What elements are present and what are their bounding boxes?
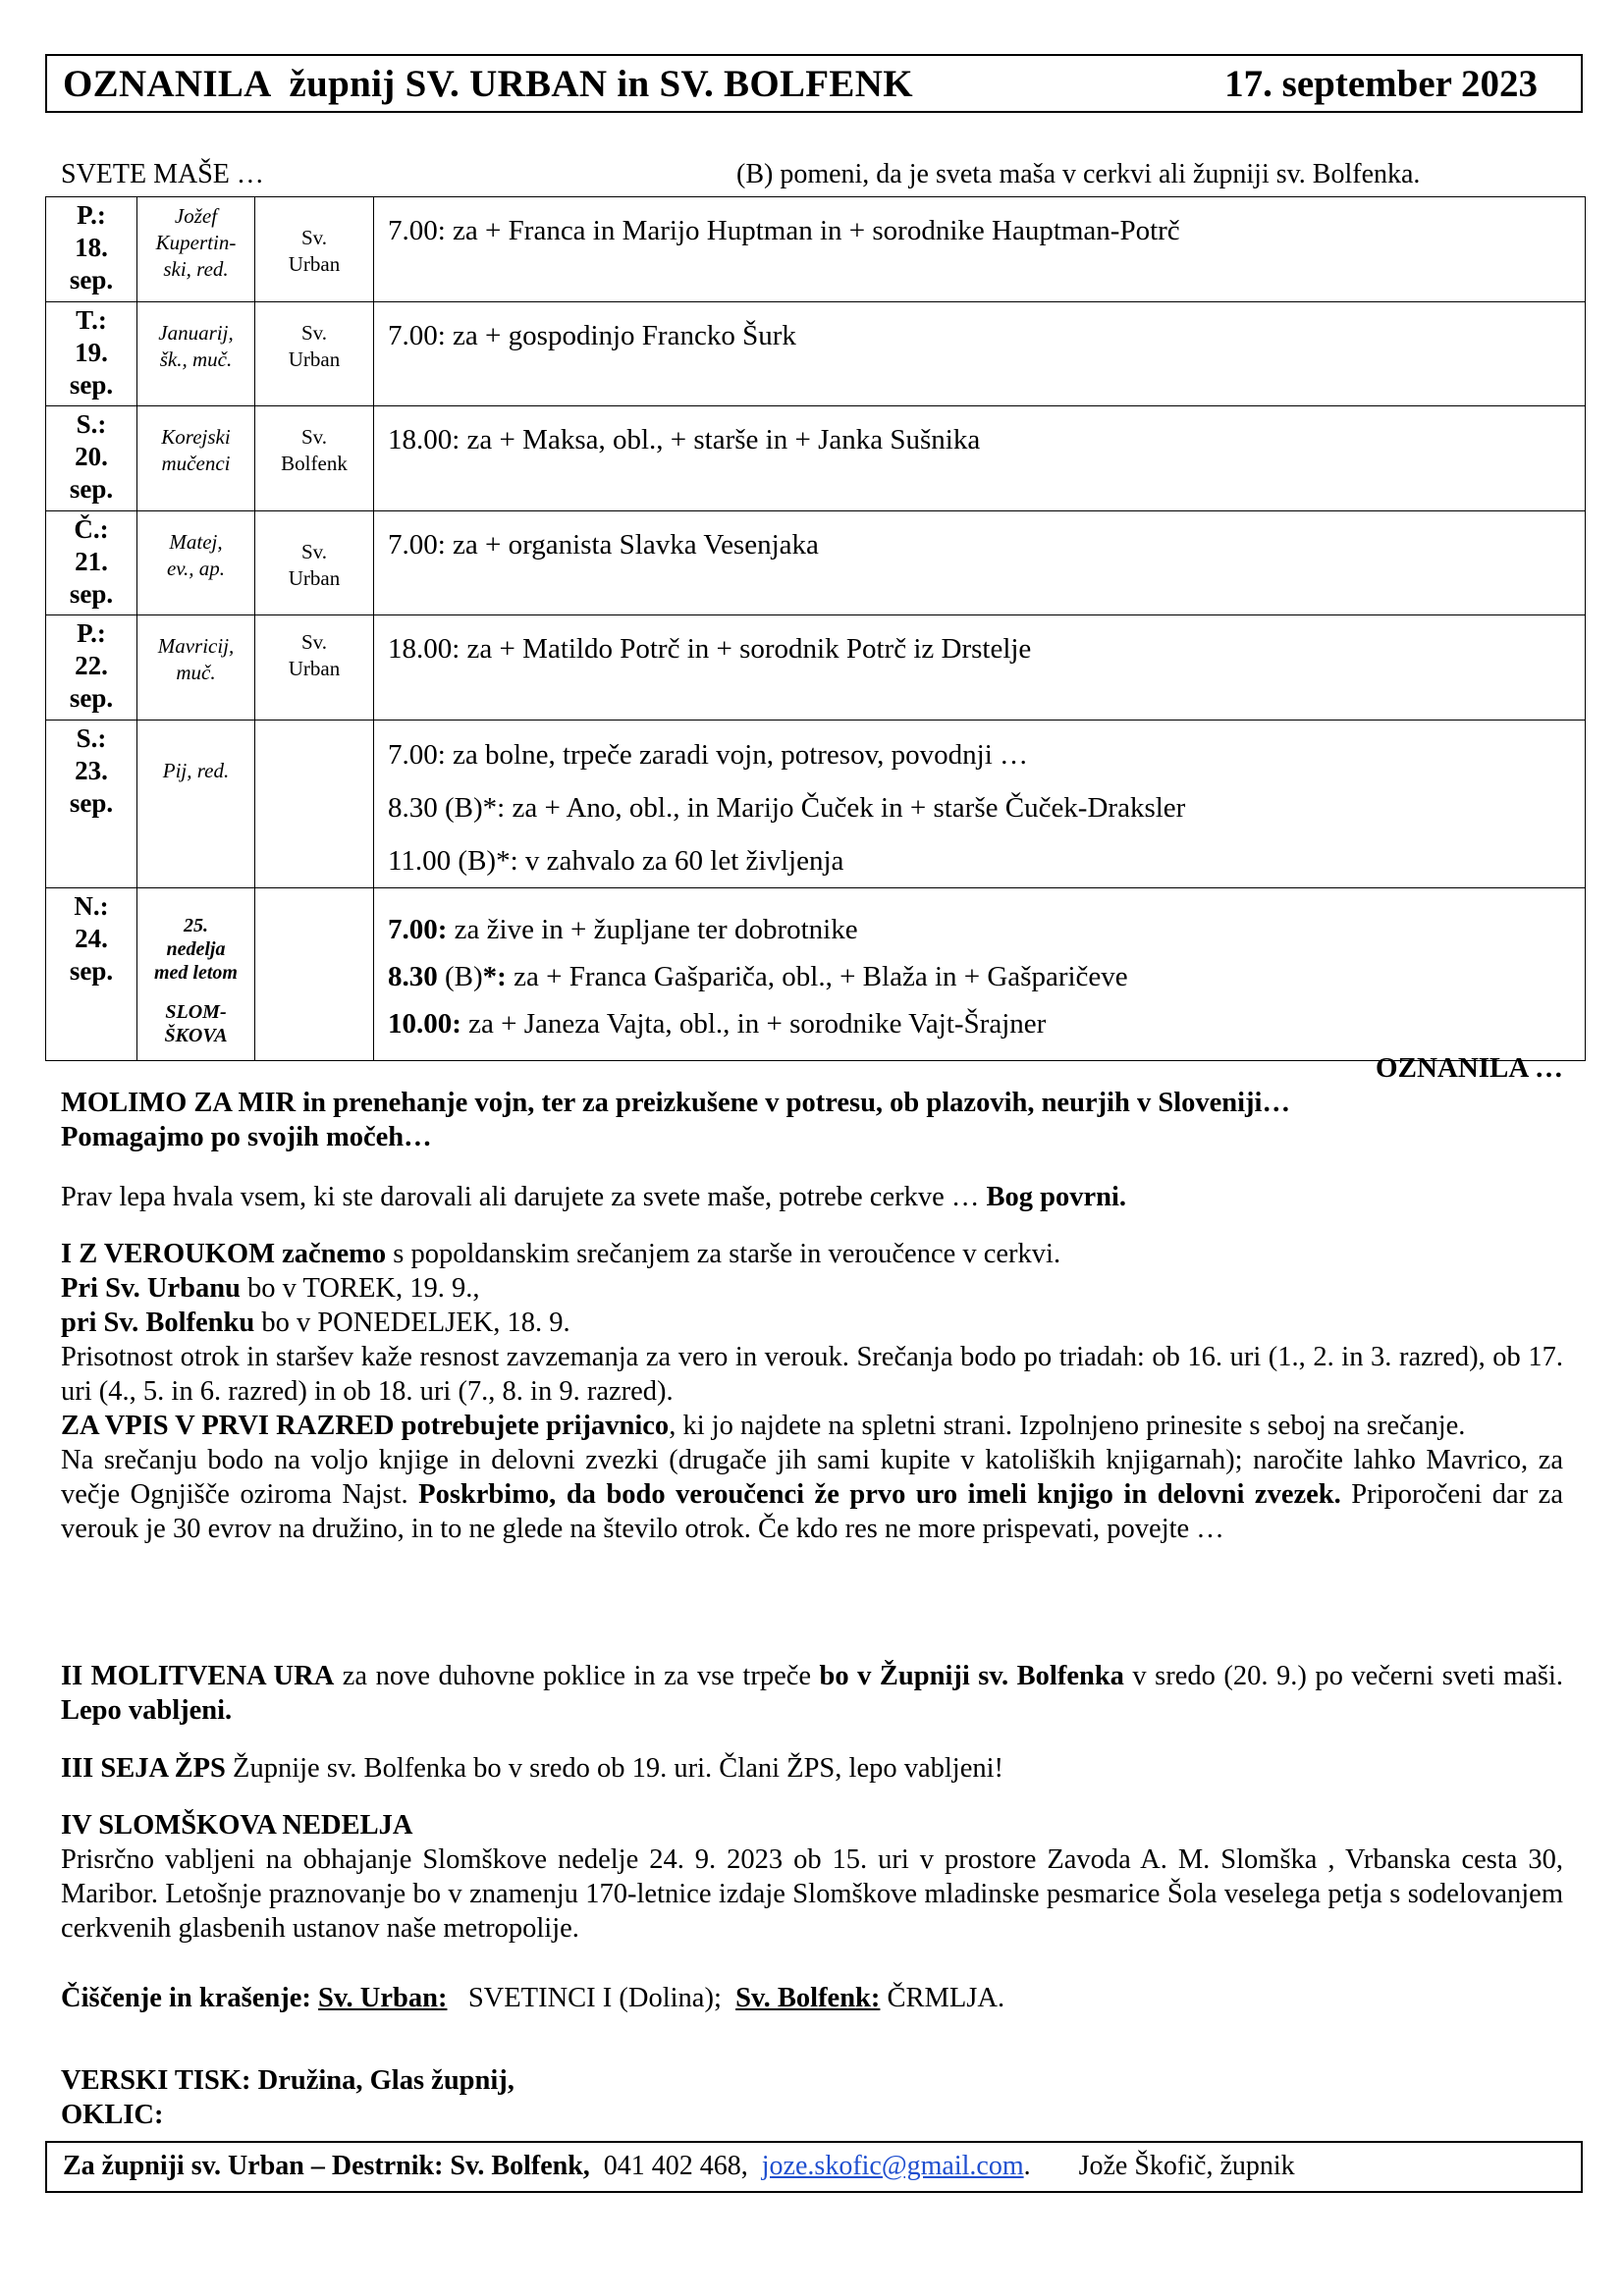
footer-box: [45, 2141, 1583, 2193]
mass-time: 7.00:: [388, 914, 448, 945]
mass-time: 10.00:: [388, 1008, 461, 1040]
table-row: [46, 721, 1586, 888]
slomsek-sunday-text: Prisrčno vabljeni na obhajanje Slomškove nedelje 24. 9. 2023 ob 15. uri v prostore Zavoda A. M. Slomška , Vrbanska cesta 30, Maribor. Letošnje praznovanje bo v znamenju 170-letnice izdaje Slomškove mladinske pesmarice Šola veselega petja s sodelovanjem cerkvenih glasbenih ustanov naše metropolije.: [61, 1844, 1563, 1944]
verouk-enrollment-bold: ZA VPIS V PRVI RAZRED potrebujete prijavnico: [61, 1411, 670, 1441]
footer-email-link[interactable]: joze.skofic@gmail.com: [761, 2151, 1024, 2181]
intention-cell: [374, 302, 1586, 406]
saint-line: 25.: [184, 915, 208, 936]
mass-intention-text: za + Franca Gašpariča, obl., + Blaža in + Gašparičeve: [506, 961, 1128, 992]
church-line: Urban: [288, 347, 341, 371]
verouk-enrollment-text: , ki jo najdete na spletni strani. Izpolnjeno prinesite s seboj na srečanje.: [669, 1411, 1466, 1441]
table-row: [46, 615, 1586, 721]
banns-label: OKLIC:: [61, 2100, 164, 2130]
intention-cell: [374, 721, 1586, 888]
council-meeting-heading: III SEJA ŽPS: [61, 1753, 226, 1784]
church-line: Sv.: [300, 540, 328, 563]
table-row: [46, 197, 1586, 302]
saint-line: muč.: [176, 661, 216, 684]
page-title: OZNANILA župnij SV. URBAN in SV. BOLFENK: [63, 63, 913, 105]
verouk-books-bold: Poskrbimo, da bodo veroučenci že prvo uro imeli knjigo in delovni zvezek.: [418, 1479, 1341, 1510]
verouk-section: [61, 1237, 1563, 1546]
day-abbr: T.:: [76, 305, 107, 335]
header-box: [45, 54, 1583, 113]
saint-line: Januarij,: [158, 321, 234, 345]
prayer-hour-heading: II MOLITVENA URA: [61, 1661, 335, 1691]
day-month: sep.: [69, 956, 114, 986]
day-abbr: P.:: [77, 618, 106, 648]
verouk-books-text-2: Priporočeni dar za verouk je 30 evrov na družino, in to ne glede na število otrok. Če kdo res ne more prispevati, povejte …: [61, 1479, 1563, 1544]
church-line: Sv.: [300, 425, 328, 449]
mass-time: 8.30: [388, 961, 438, 992]
mass-intention: 18.00: za + Matildo Potrč in + sorodnik Potrč iz Drstelje: [388, 633, 1032, 665]
day-month: sep.: [69, 474, 114, 504]
verouk-bolfenk-label: pri Sv. Bolfenku: [61, 1308, 255, 1338]
mass-location-mark: (B): [437, 961, 483, 992]
oznanila-heading: OZNANILA …: [1376, 1052, 1563, 1084]
footer-signature: . Jože Škofič, župnik: [1023, 2151, 1295, 2181]
cleaning-urban-value: SVETINCI I (Dolina);: [447, 1983, 736, 2013]
day-month: sep.: [69, 370, 114, 400]
day-number: 23.: [75, 756, 108, 785]
mass-intention: [374, 1000, 1585, 1047]
day-month: sep.: [69, 683, 114, 713]
saint-cell: [137, 615, 255, 721]
intention-cell: [374, 197, 1586, 302]
church-cell: [255, 615, 374, 721]
church-cell: [255, 197, 374, 302]
church-line: Sv.: [300, 630, 328, 654]
saint-line: Korejski: [161, 425, 231, 449]
thanks-text: Prav lepa hvala vsem, ki ste darovali ali darujete za svete maše, potrebe cerkve …: [61, 1182, 987, 1212]
peace-line: Pomagajmo po svojih močeh…: [61, 1122, 432, 1152]
mass-schedule-table: [45, 196, 1586, 1061]
day-month: sep.: [69, 265, 114, 294]
church-cell: [255, 511, 374, 615]
mass-intention: 7.00: za + Franca in Marijo Huptman in + sorodnike Hauptman-Potrč: [388, 215, 1180, 246]
day-number: 18.: [75, 233, 108, 262]
saint-line: Pij, red.: [162, 759, 230, 782]
verouk-urban-label: Pri Sv. Urbanu: [61, 1273, 241, 1304]
cleaning-bolfenk-label: Sv. Bolfenk:: [735, 1983, 881, 2013]
church-line: Urban: [288, 566, 341, 590]
day-abbr: S.:: [76, 723, 107, 753]
prayer-hour-paragraph: [61, 1659, 1563, 1728]
b-note: (B) pomeni, da je sveta maša v cerkvi ali župniji sv. Bolfenka.: [736, 159, 1421, 189]
day-cell: [46, 721, 137, 888]
footer-parish: Za župniji sv. Urban – Destrnik: Sv. Bolfenk,: [63, 2151, 590, 2181]
day-cell: [46, 888, 137, 1061]
cleaning-bolfenk-value: ČRMLJA.: [880, 1983, 1005, 2013]
mass-intention: 7.00: za bolne, trpeče zaradi vojn, potresov, povodnji …: [388, 739, 1029, 771]
day-number: 19.: [75, 338, 108, 367]
church-cell: [255, 302, 374, 406]
church-cell: [255, 406, 374, 511]
day-month: sep.: [69, 579, 114, 609]
peace-appeal: [61, 1086, 1563, 1154]
church-cell: [255, 888, 374, 1061]
mass-intention: 7.00: za + gospodinjo Francko Šurk: [388, 320, 796, 351]
table-row: [46, 888, 1586, 1061]
thanks-bold: Bog povrni.: [986, 1182, 1127, 1212]
saint-line: SLOM-: [165, 1001, 227, 1023]
mass-intention: 7.00: za + organista Slavka Vesenjaka: [388, 529, 819, 561]
mass-time-suffix: *:: [482, 961, 507, 992]
table-row: [46, 302, 1586, 406]
peace-line: MOLIMO ZA MIR in prenehanje vojn, ter za preizkušene v potresu, ob plazovih, neurjih v Sloveniji…: [61, 1088, 1290, 1118]
saint-cell: [137, 406, 255, 511]
saint-cell: [137, 511, 255, 615]
saint-line: ŠKOVA: [164, 1025, 228, 1046]
church-line: Sv.: [300, 321, 328, 345]
day-number: 24.: [75, 924, 108, 953]
verouk-heading: I Z VEROUKOM začnemo: [61, 1239, 387, 1269]
intention-cell: [374, 511, 1586, 615]
saint-line: Kupertin-: [155, 231, 237, 254]
day-number: 21.: [75, 547, 108, 576]
slomsek-sunday-heading: IV SLOMŠKOVA NEDELJA: [61, 1810, 413, 1841]
cleaning-line: [61, 1981, 1563, 2015]
mass-intention: 8.30 (B)*: za + Ano, obl., in Marijo Čuček in + starše Čuček-Draksler: [388, 792, 1186, 824]
day-cell: [46, 197, 137, 302]
saint-line: mučenci: [161, 452, 231, 475]
prayer-hour-invite: Lepo vabljeni.: [61, 1695, 233, 1726]
verouk-presence-text: Prisotnost otrok in staršev kaže resnost zavzemanja za vero in verouk. Srečanja bodo po triadah: ob 16. uri (1., 2. in 3. razred), ob 17. uri (4., 5. in 6. razred) in ob 18. uri (7., 8. in 9. razred).: [61, 1342, 1563, 1407]
cleaning-urban-label: Sv. Urban:: [318, 1983, 448, 2013]
saint-cell: [137, 302, 255, 406]
day-number: 20.: [75, 442, 108, 471]
saint-line: med letom: [154, 962, 238, 984]
footer-phone: 041 402 468,: [589, 2151, 762, 2181]
press-section: [61, 2063, 1563, 2132]
saint-line: ski, red.: [163, 257, 229, 281]
mass-intention: [374, 906, 1585, 953]
slomsek-sunday-section: [61, 1808, 1563, 1946]
mass-intention: 18.00: za + Maksa, obl., + starše in + Janka Sušnika: [388, 424, 981, 455]
verouk-books-text: Na srečanju bodo na voljo knjige in delovni zvezki (drugače jih sami kupite v katoliških knjigarnah); naročite lahko Mavrico, za večje Ognjišče oziroma Najst.: [61, 1445, 1563, 1510]
mass-intention: 11.00 (B)*: v zahvalo za 60 let življenja: [388, 845, 844, 877]
day-number: 22.: [75, 651, 108, 680]
day-cell: [46, 511, 137, 615]
day-month: sep.: [69, 788, 114, 818]
day-cell: [46, 615, 137, 721]
mass-intention-text: za žive in + župljane ter dobrotnike: [447, 914, 858, 945]
day-abbr: P.:: [77, 200, 106, 230]
day-abbr: S.:: [76, 409, 107, 439]
prayer-hour-time: v sredo (20. 9.) po večerni sveti maši.: [1123, 1661, 1563, 1691]
thanks-paragraph: [61, 1180, 1563, 1214]
prayer-hour-text: za nove duhovne poklice in za vse trpeče: [334, 1661, 820, 1691]
mass-intention: [374, 953, 1585, 1000]
saint-line: ev., ap.: [166, 557, 226, 580]
mass-intention-text: za + Janeza Vajta, obl., in + sorodnike Vajt-Šrajner: [460, 1008, 1047, 1040]
verouk-bolfenk-date: bo v PONEDELJEK, 18. 9.: [254, 1308, 570, 1338]
table-row: [46, 406, 1586, 511]
council-meeting-paragraph: [61, 1751, 1563, 1786]
day-cell: [46, 302, 137, 406]
council-meeting-text: Župnije sv. Bolfenka bo v sredo ob 19. uri. Člani ŽPS, lepo vabljeni!: [225, 1753, 1004, 1784]
saint-line: šk., muč.: [159, 347, 233, 371]
church-cell: [255, 721, 374, 888]
prayer-hour-place: bo v Župniji sv. Bolfenka: [819, 1661, 1124, 1691]
saint-cell: [137, 197, 255, 302]
saint-line: Jožef: [174, 204, 218, 228]
saint-cell: [137, 888, 255, 1061]
church-line: Urban: [288, 252, 341, 276]
day-cell: [46, 406, 137, 511]
day-abbr: N.:: [74, 891, 109, 921]
church-line: Urban: [288, 657, 341, 680]
intention-cell: [374, 615, 1586, 721]
table-row: [46, 511, 1586, 615]
saint-line: Matej,: [169, 530, 223, 554]
verouk-urban-date: bo v TOREK, 19. 9.,: [240, 1273, 480, 1304]
intention-cell: [374, 888, 1586, 1061]
saint-cell: [137, 721, 255, 888]
church-line: Bolfenk: [281, 452, 348, 475]
day-abbr: Č.:: [74, 514, 109, 544]
footer-contact: [63, 2151, 1295, 2182]
saint-line: nedelja: [166, 938, 226, 960]
press-label: VERSKI TISK: Družina, Glas župnij,: [61, 2065, 514, 2096]
intention-cell: [374, 406, 1586, 511]
header-date: 17. september 2023: [1224, 63, 1538, 105]
church-line: Sv.: [300, 226, 328, 249]
saint-line: Mavricij,: [157, 634, 235, 658]
verouk-heading-rest: s popoldanskim srečanjem za starše in veroučence v cerkvi.: [386, 1239, 1061, 1269]
masses-label: SVETE MAŠE …: [61, 159, 264, 189]
cleaning-label: Čiščenje in krašenje:: [61, 1983, 311, 2013]
